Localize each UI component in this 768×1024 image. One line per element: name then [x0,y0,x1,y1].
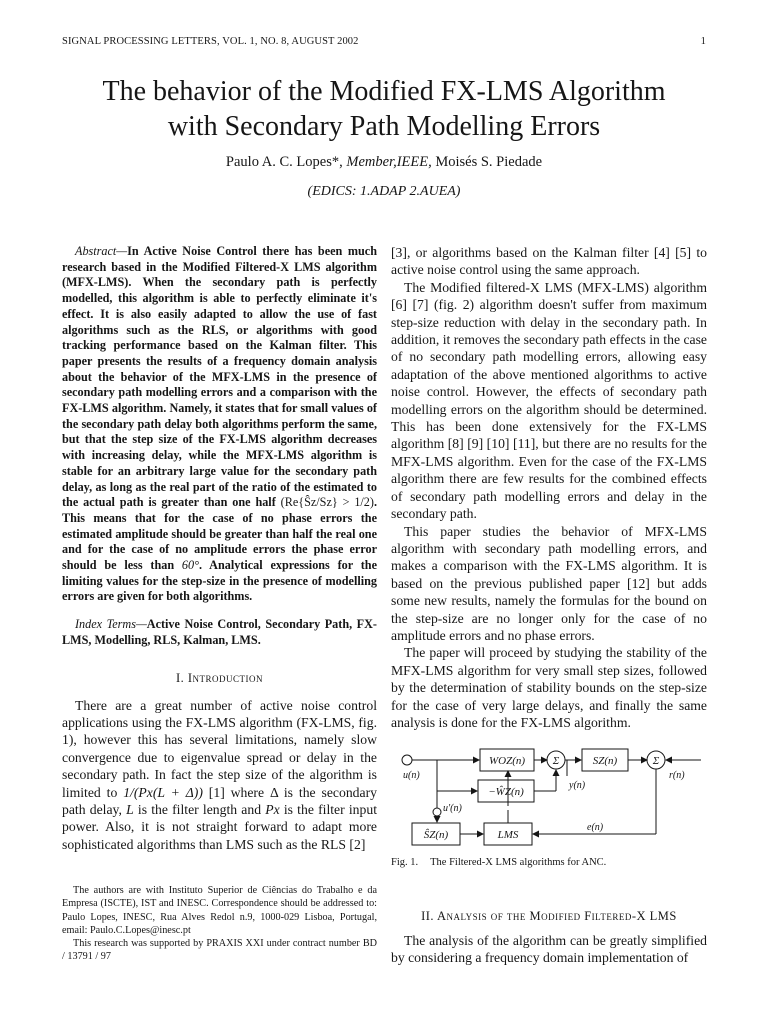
intro-text-e: is the filter input power. Also, it is not straight forward to adapt more sophisticated algorithms than LMS such as the RLS [2] [62,802,377,852]
author-2: Moisés S. Piedade [431,154,543,170]
right-paragraph-3: This paper studies the behavior of MFX-LMS algorithm with secondary path modelling errors, and makes a comparison with the FX-LMS algorithm. It is based on the previous published paper [12] but adds some new results, namely the formulas for the bound on the step-size are no longer only for the case of no amplitude errors and no phase errors. [391,523,707,643]
label-shat: ŜZ(n) [423,829,449,841]
branch-node [433,808,441,816]
sum-symbol-1: Σ [552,755,560,767]
abstract-math-b: 60° [181,558,199,573]
index-terms-label: Index Terms— [75,617,147,632]
label-r: r(n) [669,770,685,781]
author-list [0,154,768,171]
intro-math-d: Px [265,802,280,818]
section-1-heading: I. Introduction [175,670,264,685]
abstract-text-b: . This means that for the case of no phase errors the estimated amplitude should be greater than half the real one and for the case of no amplitude errors the phase error should be less than [62,495,377,573]
journal-info: SIGNAL PROCESSING LETTERS, VOL. 1, NO. 8, AUGUST 2002 [62,36,359,47]
abstract-text-a: In Active Noise Control there has been much research based in the Modified Filtered-X LMS algorithm (MFX-LMS). When the secondary path is perfectly modelled, this algorithm is able to perfectly eliminate it's effect. It is also easily adapted to allow the use of fast algorithms such as the RLS, or algorithms with good tracking performance based on the Kalman filter. This paper presents the results of a frequency domain analysis about the behavior of the MFX-LMS in the presence of secondary path modelling errors and a comparison with the FX-LMS algorithm. Namely, it states that for small values of the secondary path delay both algorithms perform the same, but that the step size of the FX-LMS algorithm decreases with increasing delay, while the MFX-LMS algorithm is stable for an arbitrary large value for the secondary path delay, as long as the real part of the ratio of the estimated to the actual path is greater than one half [62,244,377,510]
label-e: e(n) [587,822,604,833]
input-node [402,755,412,765]
figure-1-caption-text: The Filtered-X LMS algorithms for ANC. [430,857,607,868]
right-paragraph-1: [3], or algorithms based on the Kalman filter [4] [5] to active noise control using the same approach. [391,245,707,278]
label-woz: WOZ(n) [488,755,526,767]
index-terms [62,617,377,648]
intro-math-b: Δ [269,784,278,800]
title-line-2: with Secondary Path Modelling Errors [167,111,601,142]
label-uprime: u'(n) [443,803,462,814]
right-column [391,244,707,731]
footnote-funding: This research was supported by PRAXIS XXI under contract number BD / 13791 / 97 [62,938,377,963]
intro-text-d: is the filter length and [133,802,266,818]
author-1: Paulo A. C. Lopes*, [225,154,347,170]
running-header [62,36,706,47]
abstract-text-c: . Analytical expressions for the limiting values for the step-size in the presence of modelling errors are given for both algorithms. [62,558,377,604]
footnote-affiliation: The authors are with Instituto Superior de Ciências do Trabalho e da Empresa (ISCTE), IST and INESC. Correspondence should be addressed to: Paulo Lopes, INESC, Rua Alves Redol n.9, 1000-029 Lisboa, Portugal, email: Paulo.C.Lopes@inesc.pt [62,885,377,936]
right-paragraph-4: The paper will proceed by studying the stability of the MFX-LMS algorithm for very small step sizes, followed by the determination of stability bounds on the step-size for the case of very large delays, and finally the same analysis is done for the FX-LMS algorithm. [391,645,707,730]
intro-math-c: L [126,802,134,818]
label-lms: LMS [497,829,519,841]
label-wz: −ŴZ(n) [488,786,524,798]
left-column [62,244,377,853]
intro-math-a: 1/(Px(L + Δ)) [123,784,203,800]
edics-line: (EDICS: 1.ADAP 2.AUEA) [307,184,461,199]
label-y: y(n) [569,780,586,791]
abstract-label: Abstract— [75,244,128,258]
section-2-heading: II. Analysis of the Modified Filtered-X LMS [421,909,677,923]
figure-1-caption [391,857,618,868]
label-u: u(n) [403,770,420,781]
abstract [62,244,377,605]
footnotes [62,884,377,964]
title-line-1: The behavior of the Modified FX-LMS Algorithm [102,76,666,107]
abstract-math-a: (Re{Ŝz/Sz} > 1/2) [280,495,374,510]
right-paragraph-2: The Modified filtered-X LMS (MFX-LMS) algorithm [6] [7] (fig. 2) algorithm doesn't suffer from maximum step-size reduction with delay in the secondary path. In addition, it removes the secondary path effects in the case of no secondary path modelling errors, allowing easy adaptation of the above mentioned algorithms to active noise control. However, the effects of secondary path modelling errors on the algorithm should be determined. This has been done extensively for the FX-LMS algorithm [8] [9] [10] [11], but there are no results for the MFX-LMS algorithm. Even for the case of the FX-LMS algorithm there are few results for the combined effects of secondary path modelling errors and delay in the secondary path. [391,279,707,522]
intro-paragraph [62,697,377,854]
index-terms-text: Active Noise Control, Secondary Path, FX-LMS, Modelling, RLS, Kalman, LMS. [62,617,377,647]
intro-text-c: is the secondary path delay, [62,784,377,818]
label-sz: SZ(n) [592,755,618,767]
member-designation: Member,IEEE, [346,154,432,170]
figure-1-number: Fig. 1. [391,857,419,868]
intro-text-b: [1] where [202,784,270,800]
sum-symbol-2: Σ [652,755,660,767]
page-number: 1 [700,36,706,47]
figure-1-block-diagram [397,740,707,850]
paper-title [40,74,728,144]
intro-text-a: There are a great number of active noise control applications using the FX-LMS algorithm (FX-LMS, fig. 1), however this has several limitations, namely slow convergence due to eigenvalue spread or delay in the secondary path. In fact the step size of the algorithm is limited to [62,697,377,800]
section-2-paragraph: The analysis of the algorithm can be greatly simplified by considering a frequency domain implementation of [391,933,707,966]
section-2-body [391,932,707,967]
